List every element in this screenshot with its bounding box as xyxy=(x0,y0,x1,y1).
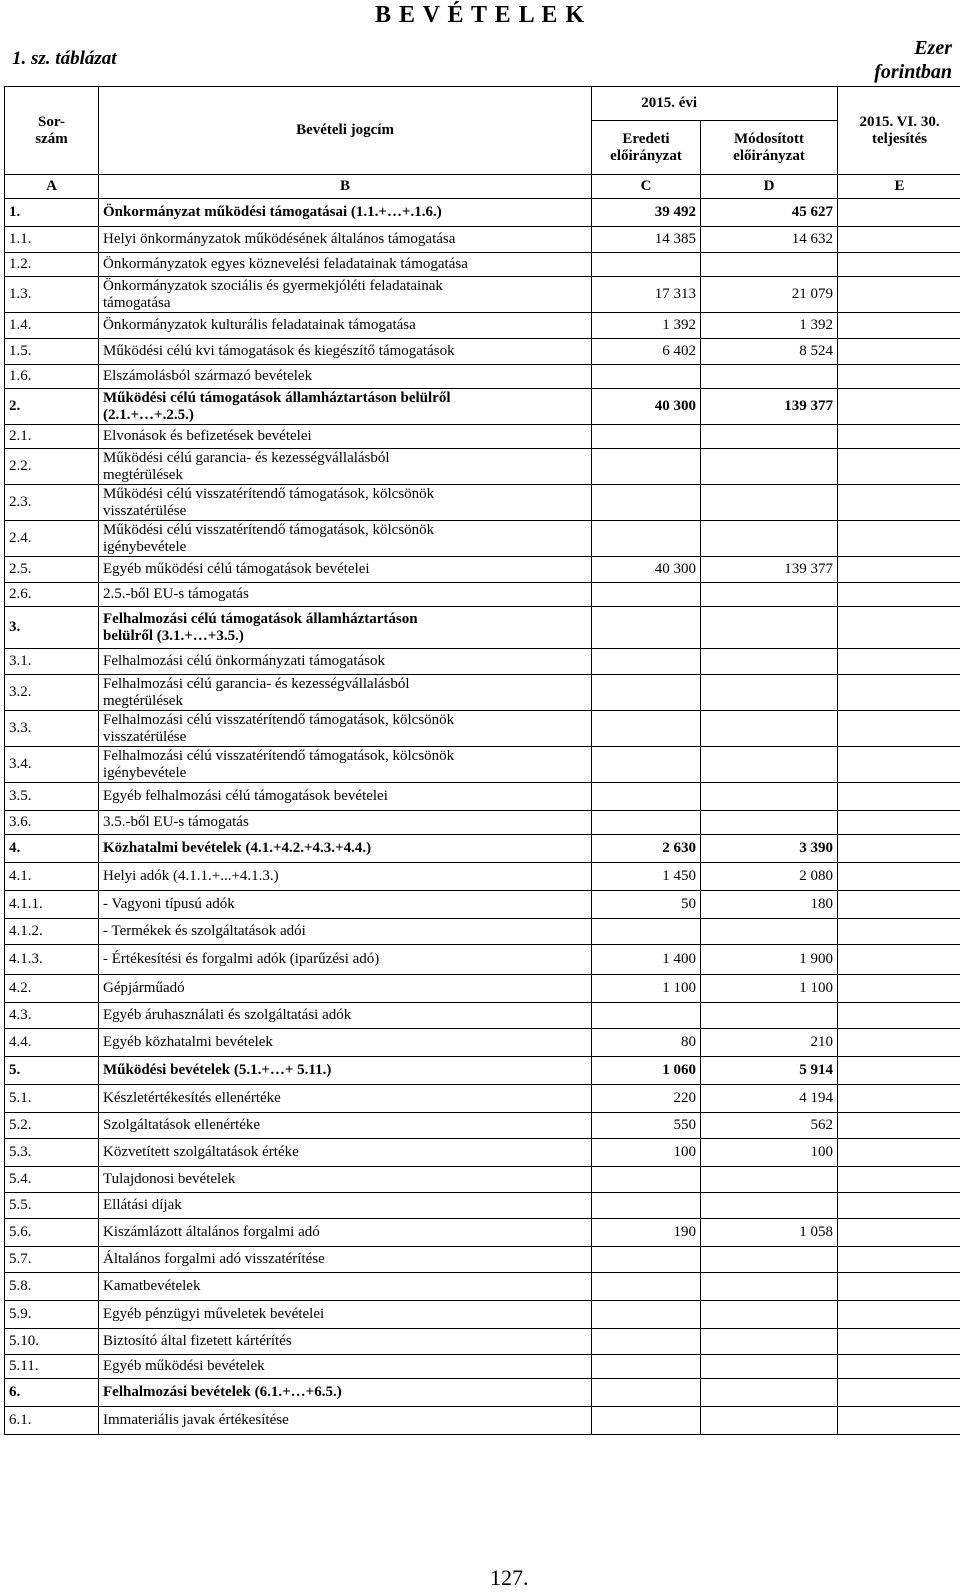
unit-line-1: Ezer xyxy=(914,37,952,59)
row-modified-value xyxy=(701,1273,838,1301)
row-number: 5.6. xyxy=(5,1219,99,1247)
row-label: Elszámolásból származó bevételek xyxy=(99,365,592,389)
row-modified-value: 1 392 xyxy=(701,313,838,339)
revenue-table xyxy=(4,86,960,1435)
col-header-modositott: Módosított előirányzat xyxy=(701,121,838,175)
row-original-value: 1 450 xyxy=(592,863,701,891)
row-original-value xyxy=(592,521,701,557)
row-original-value xyxy=(592,1379,701,1407)
row-label: Működési bevételek (5.1.+…+ 5.11.) xyxy=(99,1057,592,1085)
col-letter-a: A xyxy=(5,175,99,199)
row-modified-value xyxy=(701,783,838,811)
table-row xyxy=(5,485,960,521)
row-modified-value: 4 194 xyxy=(701,1085,838,1113)
row-original-value: 1 060 xyxy=(592,1057,701,1085)
row-modified-value: 8 524 xyxy=(701,339,838,365)
row-actual-value xyxy=(838,783,960,811)
row-original-value xyxy=(592,365,701,389)
row-number: 1.5. xyxy=(5,339,99,365)
row-original-value: 6 402 xyxy=(592,339,701,365)
row-label: Immateriális javak értékesítése xyxy=(99,1407,592,1435)
row-label: Egyéb működési bevételek xyxy=(99,1355,592,1379)
row-number: 5.11. xyxy=(5,1355,99,1379)
row-number: 2.6. xyxy=(5,583,99,607)
col-header-eredeti: Eredeti előirányzat xyxy=(592,121,701,175)
row-modified-value xyxy=(701,919,838,945)
table-row xyxy=(5,919,960,945)
row-original-value xyxy=(592,1167,701,1193)
row-label: Egyéb pénzügyi műveletek bevételei xyxy=(99,1301,592,1329)
row-actual-value xyxy=(838,485,960,521)
row-modified-value: 210 xyxy=(701,1029,838,1057)
row-original-value: 1 400 xyxy=(592,945,701,975)
row-original-value xyxy=(592,649,701,675)
col-letter-e: E xyxy=(838,175,960,199)
row-actual-value xyxy=(838,1407,960,1435)
table-body xyxy=(5,87,960,1435)
row-number: 3.6. xyxy=(5,811,99,835)
table-row xyxy=(5,1139,960,1167)
table-row xyxy=(5,945,960,975)
row-original-value xyxy=(592,425,701,449)
row-original-value: 50 xyxy=(592,891,701,919)
table-row xyxy=(5,711,960,747)
row-modified-value xyxy=(701,711,838,747)
table-row xyxy=(5,1247,960,1273)
row-label: Szolgáltatások ellenértéke xyxy=(99,1113,592,1139)
row-actual-value xyxy=(838,1329,960,1355)
row-modified-value xyxy=(701,607,838,649)
row-modified-value: 1 058 xyxy=(701,1219,838,1247)
row-original-value xyxy=(592,485,701,521)
row-original-value xyxy=(592,1273,701,1301)
row-original-value xyxy=(592,607,701,649)
table-row xyxy=(5,1301,960,1329)
row-actual-value xyxy=(838,1085,960,1113)
row-modified-value: 562 xyxy=(701,1113,838,1139)
row-original-value: 40 300 xyxy=(592,389,701,425)
row-actual-value xyxy=(838,449,960,485)
row-label: Egyéb működési célú támogatások bevételei xyxy=(99,557,592,583)
table-row xyxy=(5,425,960,449)
row-actual-value xyxy=(838,1029,960,1057)
row-actual-value xyxy=(838,521,960,557)
row-modified-value: 3 390 xyxy=(701,835,838,863)
row-label: - Értékesítési és forgalmi adók (iparűzési adó) xyxy=(99,945,592,975)
row-actual-value xyxy=(838,557,960,583)
table-row xyxy=(5,1219,960,1247)
row-number: 2.2. xyxy=(5,449,99,485)
row-actual-value xyxy=(838,835,960,863)
row-original-value: 220 xyxy=(592,1085,701,1113)
row-label: Felhalmozási célú garancia- és kezességvállalásból megtérülések xyxy=(99,675,592,711)
table-row xyxy=(5,1057,960,1085)
row-number: 1.4. xyxy=(5,313,99,339)
table-row xyxy=(5,783,960,811)
row-label: Önkormányzat működési támogatásai (1.1.+…+.1.6.) xyxy=(99,199,592,227)
row-number: 3.5. xyxy=(5,783,99,811)
row-number: 5.1. xyxy=(5,1085,99,1113)
row-label: Közvetített szolgáltatások értéke xyxy=(99,1139,592,1167)
row-number: 4.4. xyxy=(5,1029,99,1057)
row-actual-value xyxy=(838,339,960,365)
col-header-jogcim: Bevételi jogcím xyxy=(99,87,592,175)
table-row xyxy=(5,811,960,835)
row-original-value: 80 xyxy=(592,1029,701,1057)
row-label: - Vagyoni típusú adók xyxy=(99,891,592,919)
col-letter-d: D xyxy=(701,175,838,199)
row-original-value xyxy=(592,1301,701,1329)
row-original-value xyxy=(592,783,701,811)
table-row xyxy=(5,675,960,711)
table-row xyxy=(5,1167,960,1193)
row-label: Kiszámlázott általános forgalmi adó xyxy=(99,1219,592,1247)
row-actual-value xyxy=(838,649,960,675)
row-number: 2. xyxy=(5,389,99,425)
table-row xyxy=(5,339,960,365)
row-actual-value xyxy=(838,1355,960,1379)
row-original-value: 1 100 xyxy=(592,975,701,1003)
row-original-value xyxy=(592,449,701,485)
row-original-value: 39 492 xyxy=(592,199,701,227)
table-row xyxy=(5,891,960,919)
row-modified-value xyxy=(701,485,838,521)
row-label: Működési célú kvi támogatások és kiegészítő támogatások xyxy=(99,339,592,365)
row-number: 3.2. xyxy=(5,675,99,711)
row-number: 2.3. xyxy=(5,485,99,521)
row-original-value xyxy=(592,1355,701,1379)
row-number: 6. xyxy=(5,1379,99,1407)
row-modified-value: 5 914 xyxy=(701,1057,838,1085)
row-number: 6.1. xyxy=(5,1407,99,1435)
row-actual-value xyxy=(838,919,960,945)
row-original-value xyxy=(592,675,701,711)
row-actual-value xyxy=(838,675,960,711)
row-original-value xyxy=(592,1003,701,1029)
row-number: 5.7. xyxy=(5,1247,99,1273)
row-label: Felhalmozási bevételek (6.1.+…+6.5.) xyxy=(99,1379,592,1407)
row-actual-value xyxy=(838,863,960,891)
row-original-value xyxy=(592,1407,701,1435)
table-row xyxy=(5,313,960,339)
col-letter-b: B xyxy=(99,175,592,199)
table-row xyxy=(5,449,960,485)
row-modified-value: 14 632 xyxy=(701,227,838,253)
row-actual-value xyxy=(838,747,960,783)
row-actual-value xyxy=(838,365,960,389)
row-actual-value xyxy=(838,1139,960,1167)
row-original-value: 100 xyxy=(592,1139,701,1167)
row-actual-value xyxy=(838,711,960,747)
row-modified-value: 139 377 xyxy=(701,389,838,425)
row-original-value: 2 630 xyxy=(592,835,701,863)
table-row xyxy=(5,557,960,583)
row-modified-value xyxy=(701,583,838,607)
row-label: Működési célú visszatérítendő támogatások, kölcsönök igénybevétele xyxy=(99,521,592,557)
row-actual-value xyxy=(838,1113,960,1139)
row-original-value xyxy=(592,747,701,783)
row-number: 4.2. xyxy=(5,975,99,1003)
row-actual-value xyxy=(838,313,960,339)
row-number: 2.1. xyxy=(5,425,99,449)
row-label: Általános forgalmi adó visszatérítése xyxy=(99,1247,592,1273)
row-number: 2.5. xyxy=(5,557,99,583)
table-row xyxy=(5,1329,960,1355)
row-modified-value: 100 xyxy=(701,1139,838,1167)
row-number: 4. xyxy=(5,835,99,863)
col-header-teljesites: 2015. VI. 30. teljesítés xyxy=(838,87,960,175)
table-row xyxy=(5,1379,960,1407)
row-original-value xyxy=(592,1329,701,1355)
row-original-value: 1 392 xyxy=(592,313,701,339)
row-number: 3.4. xyxy=(5,747,99,783)
row-modified-value xyxy=(701,449,838,485)
header-row-1 xyxy=(5,87,960,121)
column-letter-row xyxy=(5,175,960,199)
col-header-year: 2015. évi xyxy=(592,87,838,121)
table-row xyxy=(5,365,960,389)
row-number: 4.1. xyxy=(5,863,99,891)
row-label: Egyéb felhalmozási célú támogatások bevételei xyxy=(99,783,592,811)
table-row xyxy=(5,199,960,227)
row-label: Egyéb áruhasználati és szolgáltatási adók xyxy=(99,1003,592,1029)
table-row xyxy=(5,1193,960,1219)
row-modified-value xyxy=(701,365,838,389)
row-original-value xyxy=(592,583,701,607)
unit-line-2: forintban xyxy=(874,61,952,83)
table-row xyxy=(5,863,960,891)
row-label: Felhalmozási célú visszatérítendő támogatások, kölcsönök igénybevétele xyxy=(99,747,592,783)
row-modified-value xyxy=(701,1193,838,1219)
row-modified-value xyxy=(701,1301,838,1329)
table-row xyxy=(5,521,960,557)
row-number: 4.1.1. xyxy=(5,891,99,919)
row-modified-value xyxy=(701,747,838,783)
row-actual-value xyxy=(838,1301,960,1329)
table-row xyxy=(5,649,960,675)
row-original-value: 550 xyxy=(592,1113,701,1139)
row-original-value: 40 300 xyxy=(592,557,701,583)
row-label: Felhalmozási célú visszatérítendő támogatások, kölcsönök visszatérülése xyxy=(99,711,592,747)
row-label: Közhatalmi bevételek (4.1.+4.2.+4.3.+4.4.) xyxy=(99,835,592,863)
table-row xyxy=(5,747,960,783)
row-number: 4.1.3. xyxy=(5,945,99,975)
unit-label xyxy=(874,36,952,84)
row-actual-value xyxy=(838,389,960,425)
row-label: Felhalmozási célú támogatások államháztartáson belülről (3.1.+…+3.5.) xyxy=(99,607,592,649)
row-label: Egyéb közhatalmi bevételek xyxy=(99,1029,592,1057)
col-letter-c: C xyxy=(592,175,701,199)
row-original-value xyxy=(592,253,701,277)
row-actual-value xyxy=(838,277,960,313)
row-original-value xyxy=(592,1247,701,1273)
row-number: 5.3. xyxy=(5,1139,99,1167)
row-label: Önkormányzatok szociális és gyermekjóléti feladatainak támogatása xyxy=(99,277,592,313)
row-modified-value xyxy=(701,1247,838,1273)
row-original-value xyxy=(592,1193,701,1219)
table-row xyxy=(5,1003,960,1029)
row-modified-value xyxy=(701,1407,838,1435)
row-label: Ellátási díjak xyxy=(99,1193,592,1219)
table-row xyxy=(5,1273,960,1301)
row-number: 4.1.2. xyxy=(5,919,99,945)
row-label: - Termékek és szolgáltatások adói xyxy=(99,919,592,945)
row-modified-value xyxy=(701,649,838,675)
row-number: 1.3. xyxy=(5,277,99,313)
row-original-value xyxy=(592,811,701,835)
table-row xyxy=(5,975,960,1003)
row-original-value xyxy=(592,711,701,747)
row-actual-value xyxy=(838,891,960,919)
row-number: 5.5. xyxy=(5,1193,99,1219)
page-number: 127. xyxy=(490,1565,529,1590)
row-number: 3.3. xyxy=(5,711,99,747)
row-number: 1.2. xyxy=(5,253,99,277)
row-modified-value xyxy=(701,521,838,557)
row-number: 5.10. xyxy=(5,1329,99,1355)
table-row xyxy=(5,1407,960,1435)
table-row xyxy=(5,227,960,253)
row-actual-value xyxy=(838,1193,960,1219)
row-actual-value xyxy=(838,1167,960,1193)
col-header-sorszam: Sor- szám xyxy=(5,87,99,175)
row-modified-value: 1 100 xyxy=(701,975,838,1003)
table-row xyxy=(5,389,960,425)
row-number: 4.3. xyxy=(5,1003,99,1029)
row-number: 1. xyxy=(5,199,99,227)
row-number: 5. xyxy=(5,1057,99,1085)
row-label: Működési célú garancia- és kezességvállalásból megtérülések xyxy=(99,449,592,485)
row-actual-value xyxy=(838,811,960,835)
row-original-value: 190 xyxy=(592,1219,701,1247)
table-row xyxy=(5,1029,960,1057)
table-row xyxy=(5,607,960,649)
row-modified-value: 45 627 xyxy=(701,199,838,227)
row-label: Kamatbevételek xyxy=(99,1273,592,1301)
row-modified-value: 139 377 xyxy=(701,557,838,583)
row-number: 5.2. xyxy=(5,1113,99,1139)
row-modified-value xyxy=(701,425,838,449)
row-actual-value xyxy=(838,199,960,227)
row-actual-value xyxy=(838,607,960,649)
table-row xyxy=(5,583,960,607)
row-label: Tulajdonosi bevételek xyxy=(99,1167,592,1193)
table-row xyxy=(5,1355,960,1379)
row-number: 2.4. xyxy=(5,521,99,557)
row-label: Helyi önkormányzatok működésének általános támogatása xyxy=(99,227,592,253)
row-modified-value xyxy=(701,675,838,711)
row-actual-value xyxy=(838,1247,960,1273)
row-original-value: 17 313 xyxy=(592,277,701,313)
table-row xyxy=(5,1113,960,1139)
row-actual-value xyxy=(838,1273,960,1301)
row-actual-value xyxy=(838,1057,960,1085)
row-original-value: 14 385 xyxy=(592,227,701,253)
row-modified-value: 180 xyxy=(701,891,838,919)
row-modified-value xyxy=(701,1355,838,1379)
table-row xyxy=(5,253,960,277)
row-number: 1.1. xyxy=(5,227,99,253)
row-number: 5.9. xyxy=(5,1301,99,1329)
row-number: 5.4. xyxy=(5,1167,99,1193)
row-modified-value xyxy=(701,1167,838,1193)
row-label: Működési célú visszatérítendő támogatások, kölcsönök visszatérülése xyxy=(99,485,592,521)
row-actual-value xyxy=(838,425,960,449)
row-label: Biztosító által fizetett kártérítés xyxy=(99,1329,592,1355)
row-number: 5.8. xyxy=(5,1273,99,1301)
row-label: Önkormányzatok egyes köznevelési feladatainak támogatása xyxy=(99,253,592,277)
table-row xyxy=(5,1085,960,1113)
page-title: B E V É T E L E K xyxy=(375,2,585,28)
row-actual-value xyxy=(838,975,960,1003)
row-actual-value xyxy=(838,1219,960,1247)
row-label: Felhalmozási célú önkormányzati támogatások xyxy=(99,649,592,675)
row-actual-value xyxy=(838,227,960,253)
row-label: Önkormányzatok kulturális feladatainak támogatása xyxy=(99,313,592,339)
row-actual-value xyxy=(838,583,960,607)
row-label: Készletértékesítés ellenértéke xyxy=(99,1085,592,1113)
row-actual-value xyxy=(838,945,960,975)
row-modified-value xyxy=(701,1379,838,1407)
row-modified-value: 21 079 xyxy=(701,277,838,313)
row-original-value xyxy=(592,919,701,945)
row-number: 3. xyxy=(5,607,99,649)
row-modified-value xyxy=(701,253,838,277)
row-modified-value xyxy=(701,1003,838,1029)
row-modified-value: 1 900 xyxy=(701,945,838,975)
row-actual-value xyxy=(838,1379,960,1407)
row-actual-value xyxy=(838,1003,960,1029)
row-label: Helyi adók (4.1.1.+...+4.1.3.) xyxy=(99,863,592,891)
row-modified-value: 2 080 xyxy=(701,863,838,891)
row-modified-value xyxy=(701,811,838,835)
row-actual-value xyxy=(838,253,960,277)
table-row xyxy=(5,277,960,313)
row-modified-value xyxy=(701,1329,838,1355)
table-number: 1. sz. táblázat xyxy=(12,48,117,69)
row-label: Gépjárműadó xyxy=(99,975,592,1003)
row-number: 3.1. xyxy=(5,649,99,675)
table-row xyxy=(5,835,960,863)
row-label: Elvonások és befizetések bevételei xyxy=(99,425,592,449)
row-label: Működési célú támogatások államháztartáson belülről (2.1.+…+.2.5.) xyxy=(99,389,592,425)
row-number: 1.6. xyxy=(5,365,99,389)
row-label: 3.5.-ből EU-s támogatás xyxy=(99,811,592,835)
row-label: 2.5.-ből EU-s támogatás xyxy=(99,583,592,607)
